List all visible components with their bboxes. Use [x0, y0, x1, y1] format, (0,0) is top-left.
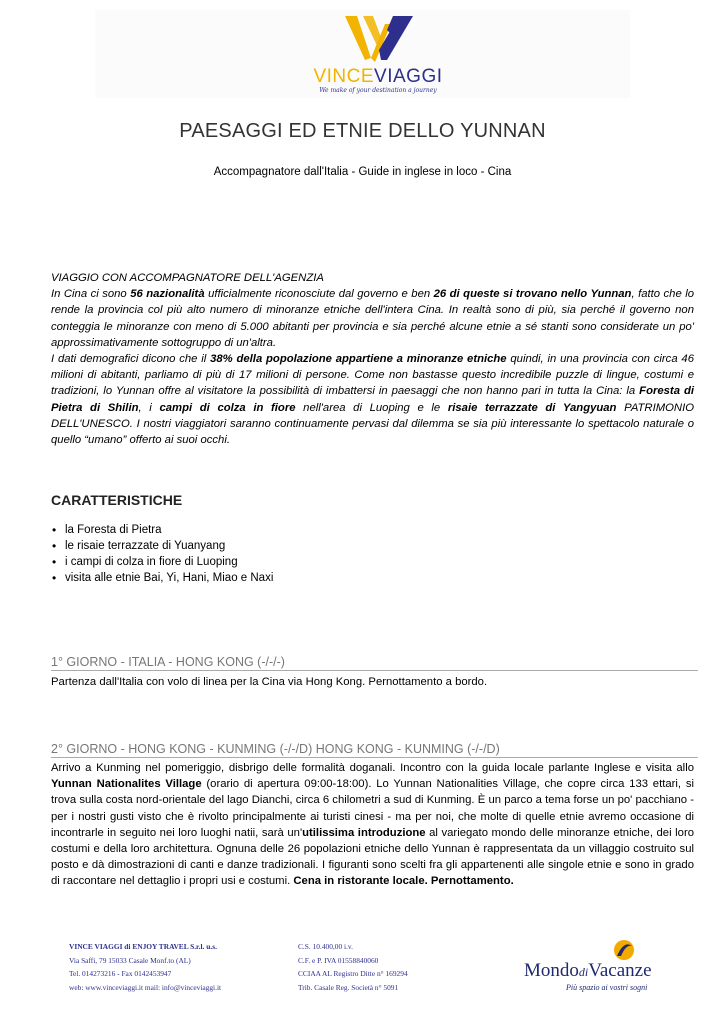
footer-legal-info — [298, 940, 408, 994]
footer-web-mail: web: www.vinceviaggi.it mail: info@vinceviaggi.it — [69, 982, 222, 992]
day-2-text: Arrivo a Kunming nel pomeriggio, disbrigo delle formalità doganali. Incontro con la guida locale parlante Inglese e visita allo Yunnan Nationalites Village (orario di apertura 09:00-18:00). Lo Yunnan Nationalities Village, che copre circa 133 ettari, si trova sulla costa nord-orientale del lago Dianchi, circa 6 chilometri a sud di Kunming. È un parco a tema forse un po' pacchiano - per i nostri gusti visto che è rivolto principalmente ai turisti cinesi - ma per noi, che molte di quelle etnie avremo occasione di incontrarle in seguito nei loro luoghi natii, sarà un'utilissima introduzione al variegato mondo delle minoranze etniche, dei loro costumi e della loro architettura. Ognuna delle 26 popolazioni etniche dello Yunnan è rappresentata da un villaggio costruito sul posto e dà dimostrazioni di canti e danze tradizionali. I figuranti sono scelti fra gli appartenenti alle singole etnie e sono in grado di raccontare nel dettaglio i propri usi e costumi. Cena in ristorante locale. Pernottamento. — [51, 762, 695, 888]
intro-section — [51, 270, 694, 448]
intro-paragraph-2: I dati demografici dicono che il 38% della popolazione appartiene a minoranze etniche quindi, in una provincia con circa 46 milioni di abitanti, parliamo di più di 17 milioni di persone. Come non bastasse questo incredibile puzzle di lingue, costumi e tradizioni, lo Yunnan offre al visitatore la possibilità di imbattersi in paesaggi che non hanno pari in tutta la Cina: la Foresta di Pietra di Shilin, i campi di colza in fiore nell'area di Luoping e le risaie terrazzate di Yangyuan PATRIMONIO DELL'UNESCO. I nostri viaggiatori saranno continuamente pervasi dal dilemma se sia più interessante lo spettacolo naturale o quello “umano” offerto ai suoi occhi. — [51, 353, 694, 447]
page-subtitle: Accompagnatore dall'Italia - Guide in inglese in loco - Cina — [213, 166, 512, 178]
footer-phone: Tel. 014273216 - Fax 0142453947 — [69, 969, 172, 978]
footer-tribunal: Trib. Casale Reg. Società n° 5091 — [298, 982, 399, 992]
brand-name-viaggi: VIAGGI — [374, 66, 443, 87]
footer-capital: C.S. 10.400,00 i.v. — [298, 942, 353, 951]
partner-name — [524, 960, 652, 982]
brand-name — [305, 66, 451, 88]
intro-heading: VIAGGIO CON ACCOMPAGNATORE DELL'AGENZIA — [51, 272, 324, 284]
day-1-title: 1° GIORNO - ITALIA - HONG KONG (-/-/-) — [51, 655, 698, 671]
list-item: • le risaie terrazzate di Yuanyang — [51, 538, 273, 554]
page-title: PAESAGGI ED ETNIE DELLO YUNNAN — [179, 120, 546, 142]
footer-vat: C.F. e P. IVA 01558840060 — [298, 955, 379, 965]
partner-name-mondo: Mondo — [524, 960, 579, 981]
footer-address: Via Saffi, 79 15033 Casale Monf.to (AL) — [69, 955, 191, 965]
intro-paragraph-1: In Cina ci sono 56 nazionalità ufficialmente riconosciute dal governo e ben 26 di queste si trovano nello Yunnan, fatto che lo rende la provincia col più alto numero di minoranze etniche dell'intera Cina. In realtà sono di più, sia perché il governo non conteggia le minoranze con meno di 5.000 abitanti per provincia e sia perché alcune etnie a sé stanti sono considerate un po' approssimativamente sottogruppo di un'altra. — [51, 288, 695, 349]
mondo-di-vacanze-mark-icon — [612, 938, 636, 962]
partner-name-di: di — [578, 965, 589, 979]
footer-cciaa: CCIAA AL Registro Ditte n° 169294 — [298, 969, 408, 978]
features-list — [51, 522, 273, 586]
features-heading: CARATTERISTICHE — [51, 492, 183, 508]
footer-company-info — [69, 940, 221, 994]
vv-logo-mark-icon — [341, 14, 417, 66]
day-2-title: 2° GIORNO - HONG KONG - KUNMING (-/-/D) HONG KONG - KUNMING (-/-/D) — [51, 742, 698, 758]
partner-name-vacanze: Vacanze — [588, 960, 652, 981]
partner-tagline: Più spazio ai vostri sogni — [566, 983, 648, 992]
vinceviaggi-logo — [305, 14, 451, 98]
brand-tagline: We make of your destination a journey — [319, 87, 437, 94]
day-1-text: Partenza dall'Italia con volo di linea per la Cina via Hong Kong. Pernottamento a bordo. — [51, 676, 488, 688]
list-item: • la Foresta di Pietra — [51, 522, 273, 538]
footer-company-name: VINCE VIAGGI di ENJOY TRAVEL S.r.l. u.s. — [69, 942, 217, 951]
list-item: • visita alle etnie Bai, Yi, Hani, Miao e Naxi — [51, 570, 273, 586]
brand-name-vince: VINCE — [313, 66, 375, 87]
list-item: • i campi di colza in fiore di Luoping — [51, 554, 273, 570]
